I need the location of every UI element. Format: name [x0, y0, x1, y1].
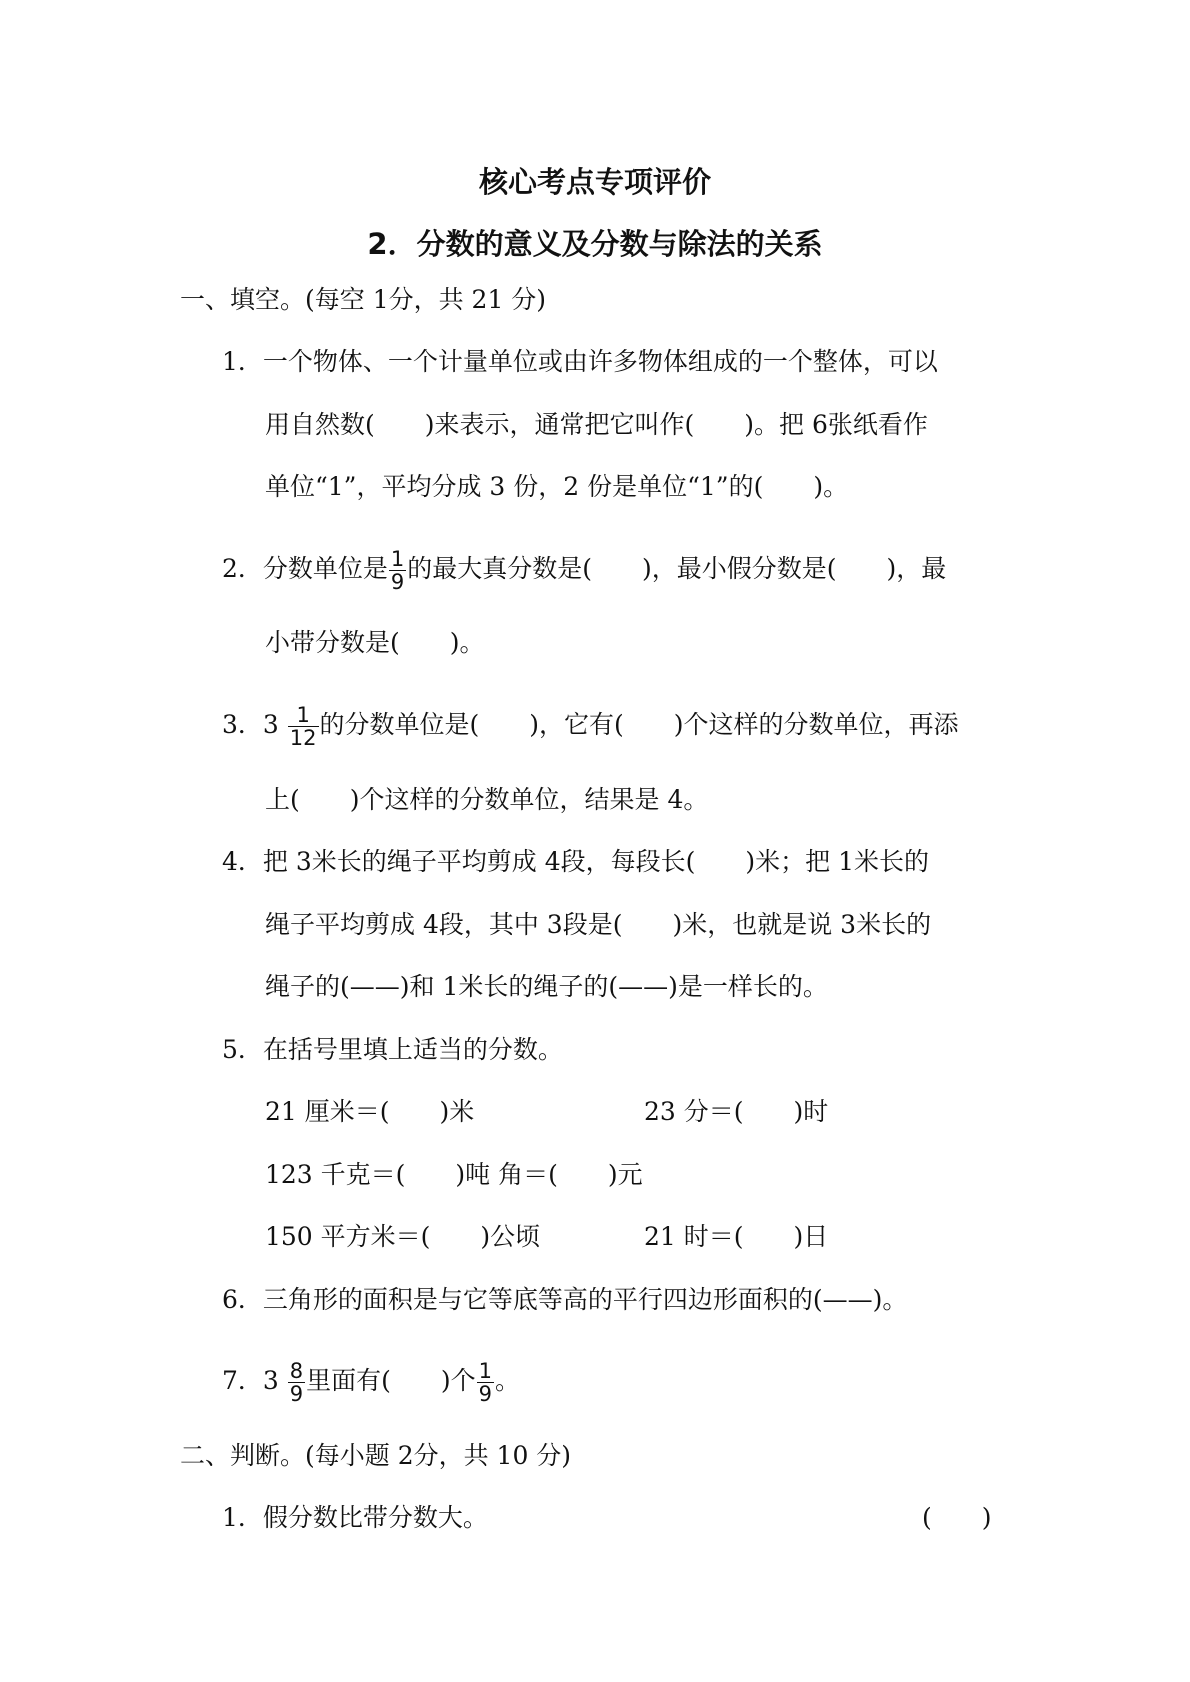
judge-q1-text: 1．假分数比带分数大。	[222, 1503, 488, 1532]
q5-line-1: 5．在括号里填上适当的分数。	[222, 1035, 563, 1064]
q7-line-1	[222, 1360, 520, 1405]
judge-q1-answer-paren[interactable]: ( )	[922, 1503, 992, 1532]
q2-line-1	[222, 548, 946, 593]
q4-line-2: 绳子平均剪成 4段，其中 3段是( )米，也就是说 3米长的	[265, 910, 932, 939]
q2-line-2: 小带分数是( )。	[265, 628, 485, 657]
q3-fraction-numerator: 1	[288, 704, 319, 727]
section-heading-fill-blank: 一、填空。(每空 1分，共 21 分)	[180, 285, 547, 314]
q7-fraction-1-numerator: 8	[289, 1359, 304, 1383]
q7-fraction-2-numerator: 1	[478, 1359, 493, 1383]
q3-line-2: 上( )个这样的分数单位，结果是 4。	[265, 785, 709, 814]
q7-fraction-1	[288, 1360, 305, 1405]
q3-fraction-denominator: 12	[289, 726, 317, 750]
q5-row-3-left: 150 平方米＝( )公顷	[265, 1222, 541, 1251]
q3-prefix: 3．3	[222, 710, 287, 739]
q3-line-1	[222, 704, 959, 749]
q7-fraction-2	[477, 1360, 494, 1405]
q3-fraction	[288, 704, 319, 749]
q5-row-1-right: 23 分＝( )时	[644, 1097, 829, 1126]
q2-fraction-numerator: 1	[390, 547, 405, 571]
section-heading-judgement: 二、判断。(每小题 2分，共 10 分)	[180, 1441, 572, 1470]
q7-middle: 里面有( )个	[306, 1366, 476, 1395]
q7-fraction-2-denominator: 9	[478, 1382, 493, 1406]
q5-row-1-left: 21 厘米＝( )米	[265, 1097, 475, 1126]
q7-suffix: 。	[495, 1366, 521, 1395]
q1-line-1: 1．一个物体、一个计量单位或由许多物体组成的一个整体，可以	[222, 347, 938, 376]
q7-fraction-1-denominator: 9	[289, 1382, 304, 1406]
q1-line-3: 单位“1”，平均分成 3 份，2 份是单位“1”的( )。	[265, 472, 849, 501]
q2-suffix: 的最大真分数是( )，最小假分数是( )，最	[407, 554, 947, 583]
q6-line-1: 6．三角形的面积是与它等底等高的平行四边形面积的(——)。	[222, 1285, 908, 1314]
page-subtitle: 2．分数的意义及分数与除法的关系	[367, 227, 823, 261]
q7-prefix: 7．3	[222, 1366, 287, 1395]
q5-row-1	[265, 1096, 945, 1128]
q5-row-2: 123 千克＝( )吨 角＝( )元	[265, 1160, 643, 1189]
q1-line-2: 用自然数( )来表示，通常把它叫作( )。把 6张纸看作	[265, 410, 928, 439]
q2-fraction	[389, 548, 406, 593]
q2-fraction-denominator: 9	[390, 570, 405, 594]
q3-suffix: 的分数单位是( )，它有( )个这样的分数单位，再添	[319, 710, 959, 739]
q5-row-3	[265, 1221, 945, 1253]
q2-prefix: 2．分数单位是	[222, 554, 388, 583]
q4-line-1: 4．把 3米长的绳子平均剪成 4段，每段长( )米；把 1米长的	[222, 847, 929, 876]
judge-q1	[222, 1502, 1002, 1534]
q5-row-3-right: 21 时＝( )日	[644, 1222, 829, 1251]
page-title: 核心考点专项评价	[478, 165, 711, 199]
q4-line-3: 绳子的(——)和 1米长的绳子的(——)是一样长的。	[265, 972, 828, 1001]
